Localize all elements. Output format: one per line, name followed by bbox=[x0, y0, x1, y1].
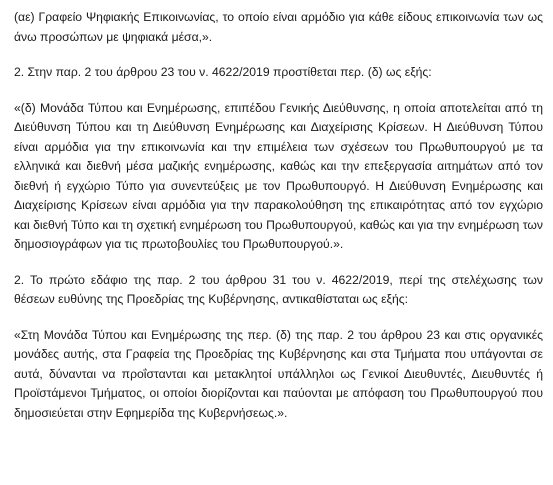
paragraph-staffing-provision: «Στη Μονάδα Τύπου και Ενημέρωσης της περ. (δ) της παρ. 2 του άρθρου 23 και στις οργανικές μονάδες αυτής, στα Γραφεία της Προεδρίας της Κυβέρνησης και στα Τμήματα που υπάγονται σε αυτά, δύνανται να προΐστανται και μετακλητοί υπάλληλοι ως Γενικοί Διευθυντές, Διευθυντές ή Προϊστάμενοι Τμήματος, οι οποίοι διορίζονται και παύονται με απόφαση του Πρωθυπουργού που δημοσιεύεται στην Εφημερίδα της Κυβερνήσεως.». bbox=[14, 327, 543, 420]
paragraph-article-31-amendment: 2. Το πρώτο εδάφιο της παρ. 2 του άρθρου 31 του ν. 4622/2019, περί της στελέχωσης των θέσεων ευθύνης της Προεδρίας της Κυβέρνησης, αντικαθίσταται ως εξής: bbox=[14, 272, 543, 306]
paragraph-article-23-amendment: 2. Στην παρ. 2 του άρθρου 23 του ν. 4622/2019 προστίθεται περ. (δ) ως εξής: bbox=[14, 65, 432, 79]
paragraph-digital-communication-office: (αε) Γραφείο Ψηφιακής Επικοινωνίας, το οποίο είναι αρμόδιο για κάθε είδους επικοινωνία των ως άνω προσώπων με ψηφιακά μέσα,». bbox=[14, 10, 543, 44]
paragraph-press-information-unit: «(δ) Μονάδα Τύπου και Ενημέρωσης, επιπέδου Γενικής Διεύθυνσης, η οποία αποτελείται από τη Διεύθυνση Τύπου και τη Διεύθυνση Ενημέρωσης και Διαχείρισης Κρίσεων. Η Διεύθυνση Τύπου είναι αρμόδια για την επικοινωνία και την επιμέλεια των σχέσεων του Πρωθυπουργού με τα ελληνικά και διεθνή μέσα μαζικής ενημέρωσης, καθώς και την επεξεργασία αιτημάτων από τον διεθνή ή εγχώριο Τύπο για συνεντεύξεις με τον Πρωθυπουργό. Η Διεύθυνση Ενημέρωσης και Διαχείρισης Κρίσεων είναι αρμόδια για την παρακολούθηση της επικαιρότητας από τον εγχώριο και διεθνή Τύπο και τη σχετική ενημέρωση του Πρωθυπουργού, καθώς και για την ενημέρωση των δημοσιογράφων για τις πρωτοβουλίες του Πρωθυπουργού.». bbox=[14, 100, 543, 251]
